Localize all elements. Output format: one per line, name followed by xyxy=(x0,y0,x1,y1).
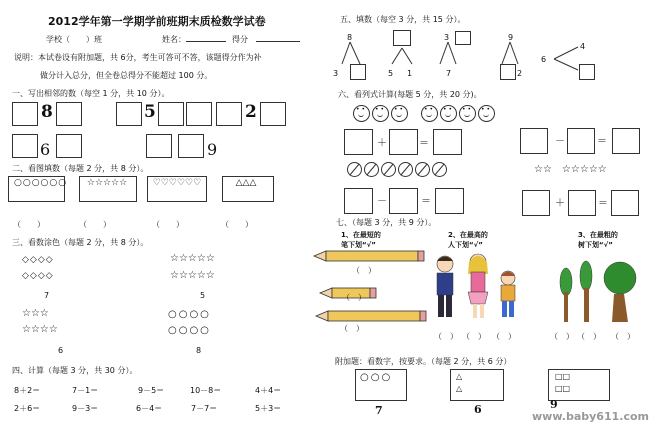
question-text: 人下划“√” xyxy=(448,241,483,249)
question-text: 笔下划“√” xyxy=(341,241,376,249)
answer-box[interactable] xyxy=(500,64,516,80)
answer-paren[interactable]: （ ） xyxy=(352,266,376,275)
answer-box[interactable] xyxy=(389,129,418,155)
picture-stars: ☆☆☆☆☆ xyxy=(79,176,137,202)
answer-box[interactable] xyxy=(611,190,639,216)
equation: 8＋2＝ xyxy=(14,386,41,395)
name-field[interactable] xyxy=(186,41,226,42)
part-number: 4 xyxy=(580,42,586,51)
picture-hearts: ♡♡♡♡♡♡ xyxy=(147,176,207,202)
equation: 5＋3＝ xyxy=(255,404,282,413)
smiley-icon xyxy=(421,105,438,122)
children-picture xyxy=(430,252,526,326)
answer-box[interactable] xyxy=(186,102,212,126)
answer-box[interactable] xyxy=(579,64,595,80)
pencils-picture xyxy=(312,248,430,326)
answer-paren[interactable]: （ ） xyxy=(462,332,486,341)
school-label: 学校（ ）班 xyxy=(46,35,102,44)
operator: ＋ xyxy=(555,198,565,209)
target-number: 6 xyxy=(58,346,64,355)
answer-box[interactable] xyxy=(260,102,286,126)
circles-row: ○○○○ xyxy=(168,325,211,336)
smiley-icon xyxy=(372,105,389,122)
stars-row: ☆☆☆☆☆ xyxy=(170,270,215,281)
equation: 2＋6＝ xyxy=(14,404,41,413)
smiley-icon xyxy=(478,105,495,122)
answer-box[interactable] xyxy=(178,134,204,158)
section-3-heading: 三、看数涂色（每题 2 分，共 8 分）。 xyxy=(12,238,149,247)
picture-circles: ○○○○○○ xyxy=(8,176,65,202)
answer-paren[interactable]: （ ） xyxy=(611,332,635,341)
whole-number: 8 xyxy=(347,33,353,42)
stars-row: ☆☆☆ xyxy=(22,308,49,319)
name-label: 姓名： xyxy=(162,35,186,44)
stars-row: ☆☆☆☆☆ xyxy=(170,253,215,264)
page-title: 2012学年第一学期学前班期末质检数学试卷 xyxy=(48,15,266,28)
answer-box[interactable] xyxy=(393,30,411,46)
answer-paren[interactable]: （ ） xyxy=(340,324,364,333)
score-label: 得分 xyxy=(232,35,248,44)
part-number: 1 xyxy=(407,69,413,78)
part-number: 7 xyxy=(446,69,452,78)
bonus-number: 7 xyxy=(375,404,383,417)
equation: 9－5＝ xyxy=(138,386,165,395)
answer-box[interactable] xyxy=(567,128,595,154)
given-number: 8 xyxy=(41,102,53,122)
whole-number: 6 xyxy=(541,55,547,64)
answer-paren[interactable]: （ ） xyxy=(577,332,601,341)
watermark: www.baby611.com xyxy=(532,410,649,423)
bonus-box[interactable]: △ △ xyxy=(450,369,504,401)
answer-paren[interactable]: （ ） xyxy=(221,220,253,229)
answer-box[interactable] xyxy=(158,102,184,126)
equation: 9－3＝ xyxy=(72,404,99,413)
answer-paren[interactable]: （ ） xyxy=(152,220,184,229)
answer-box[interactable] xyxy=(12,134,38,158)
part-number: 5 xyxy=(388,69,394,78)
note-line-2: 做分计入总分，但全卷总得分不能超过 100 分。 xyxy=(40,71,213,80)
bonus-number: 9 xyxy=(550,398,558,411)
answer-paren[interactable]: （ ） xyxy=(550,332,574,341)
crossed-circles-row xyxy=(346,159,448,178)
bonus-number: 6 xyxy=(474,403,482,416)
question-text: 3、在最粗的 xyxy=(578,231,618,239)
stars-row: ☆☆☆☆ xyxy=(22,324,58,335)
diamonds-row: ◇◇◇◇ xyxy=(22,255,54,265)
equation: 4＋4＝ xyxy=(255,386,282,395)
given-number: 5 xyxy=(144,102,156,122)
answer-box[interactable] xyxy=(56,134,82,158)
answer-box[interactable] xyxy=(56,102,82,126)
question-text: 2、在最高的 xyxy=(448,231,488,239)
target-number: 7 xyxy=(44,291,50,300)
operator: ＝ xyxy=(597,136,607,147)
target-number: 8 xyxy=(196,346,202,355)
score-field[interactable] xyxy=(256,41,300,42)
equation: 7－1＝ xyxy=(72,386,99,395)
part-number: 2 xyxy=(517,69,523,78)
section-2-heading: 二、看图填数（每题 2 分，共 8 分）。 xyxy=(12,164,149,173)
smiley-icon xyxy=(353,105,370,122)
answer-box[interactable] xyxy=(350,64,366,80)
whole-number: 9 xyxy=(508,33,514,42)
section-5-heading: 五、填数（每空 3 分，共 15 分）。 xyxy=(340,15,466,24)
circles-row: ○○○○ xyxy=(168,309,211,320)
operator: ＝ xyxy=(419,138,429,149)
note-line-1: 说明：本试卷设有附加题，共 6分，考生可答可不答，该题得分作为补 xyxy=(14,53,262,62)
part-number: 3 xyxy=(333,69,339,78)
answer-paren[interactable]: （ ） xyxy=(492,332,516,341)
trees-picture xyxy=(556,252,642,326)
question-text: 树下划“√” xyxy=(578,241,613,249)
answer-box[interactable] xyxy=(568,190,596,216)
answer-box[interactable] xyxy=(520,128,548,154)
operator: ＝ xyxy=(598,198,608,209)
answer-box[interactable] xyxy=(12,102,38,126)
target-number: 5 xyxy=(200,291,206,300)
answer-box[interactable] xyxy=(116,102,142,126)
picture-triangles: △△△ xyxy=(222,176,274,202)
answer-box[interactable] xyxy=(146,134,172,158)
answer-paren[interactable]: （ ） xyxy=(342,293,366,302)
operator: ＋ xyxy=(377,138,387,149)
given-number: 9 xyxy=(207,140,218,159)
smiley-icon xyxy=(459,105,476,122)
equation: 7－7＝ xyxy=(191,404,218,413)
answer-box[interactable] xyxy=(216,102,242,126)
answer-box[interactable] xyxy=(522,190,550,216)
operator: － xyxy=(377,196,387,207)
diamonds-row: ◇◇◇◇ xyxy=(22,271,54,281)
bonus-box[interactable]: ○○○ xyxy=(355,369,407,401)
operator: － xyxy=(555,136,565,147)
section-6-heading: 六、看列式计算(每题 5 分，共 20 分)。 xyxy=(338,90,482,99)
equation: 10－8＝ xyxy=(190,386,222,395)
answer-box[interactable] xyxy=(389,188,418,214)
answer-box[interactable] xyxy=(455,31,471,45)
whole-number: 3 xyxy=(444,33,450,42)
answer-paren[interactable]: （ ） xyxy=(13,220,45,229)
section-7-heading: 七、（每题 3 分，共 9 分）。 xyxy=(336,218,437,227)
answer-box[interactable] xyxy=(344,188,373,214)
answer-paren[interactable]: （ ） xyxy=(434,332,458,341)
answer-box[interactable] xyxy=(612,128,640,154)
smiley-row xyxy=(352,103,409,122)
operator: ＝ xyxy=(421,196,431,207)
answer-box[interactable] xyxy=(433,129,462,155)
stars-group: ☆☆ ☆☆☆☆☆ xyxy=(534,164,607,175)
section-4-heading: 四、计算（每题 3 分，共 30 分）。 xyxy=(12,366,138,375)
branch-lines xyxy=(552,44,582,74)
smiley-icon xyxy=(440,105,457,122)
smiley-row xyxy=(420,103,496,122)
smiley-icon xyxy=(391,105,408,122)
question-text: 1、在最短的 xyxy=(341,231,381,239)
bonus-box[interactable]: □□ □□ xyxy=(548,369,610,401)
section-1-heading: 一、写出相邻的数（每空 1 分，共 10 分）。 xyxy=(12,89,170,98)
bonus-heading: 附加题：看数字，按要求。（每题 2 分，共 6 分） xyxy=(335,357,512,366)
given-number: 6 xyxy=(40,140,51,159)
given-number: 2 xyxy=(245,102,257,122)
equation: 6－4＝ xyxy=(136,404,163,413)
answer-box[interactable] xyxy=(435,188,464,214)
answer-box[interactable] xyxy=(344,129,373,155)
answer-paren[interactable]: （ ） xyxy=(79,220,111,229)
